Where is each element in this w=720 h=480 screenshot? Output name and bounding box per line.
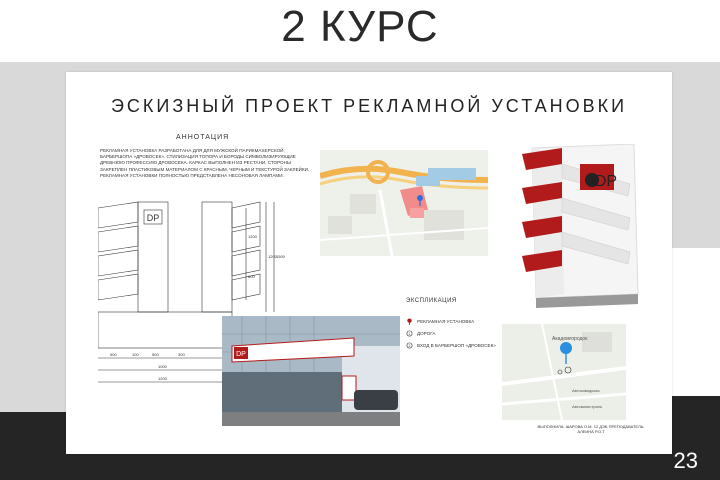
explication-item — [406, 330, 435, 337]
building-photo — [222, 316, 400, 426]
render-logo — [580, 164, 617, 190]
annotation-title: АННОТАЦИЯ — [176, 134, 230, 141]
map-label-street2: Автомагистраль — [572, 404, 603, 409]
map-label-district: Академгородок — [552, 336, 588, 342]
drawing-logo — [144, 210, 162, 224]
dim-label: 600 — [248, 274, 255, 279]
drawing-logo-text: DP — [146, 213, 160, 223]
svg-text:2: 2 — [408, 343, 411, 348]
explication-label: ДОРОГА — [417, 331, 436, 336]
road-icon — [406, 330, 413, 337]
location-map-top — [320, 150, 488, 256]
dim-label: 1500 — [276, 254, 285, 259]
location-map-bottom — [502, 324, 626, 420]
explication-item — [406, 318, 474, 325]
poster-sheet — [66, 72, 672, 454]
dim-label: 500 — [152, 352, 159, 357]
entrance-icon — [406, 342, 413, 349]
explication-title: ЭКСПЛИКАЦИЯ — [406, 298, 457, 304]
credits-text: ВЫПОЛНИЛА: ШАРОВА О.М. 12 ДЭБ ПРЕПОДАВАТЕЛЬ: АЛЕИНА Р.О.Т — [537, 424, 645, 434]
sheet-title: ЭСКИЗНЫЙ ПРОЕКТ РЕКЛАМНОЙ УСТАНОВКИ — [110, 96, 628, 116]
dim-label: 100 — [132, 352, 139, 357]
annotation-text: РЕКЛАМНАЯ УСТАНОВКА РАЗРАБОТАНА ДЛЯ ДЛЯ МУЖСКОЙ ПАРИКМАХЕРСКОЙ, БАРБЕРШОПА «ДРОВОСЕК». СТИЛИЗАЦИЯ ТОПОРА И БОРОДЫ СИМВОЛИЗИРУЮЩИЕ ДРЕВНЮЮ ПРОФЕССИЮ ДРОВОСЕКА. КАРКАС ВЫПОЛНЕН ИЗ РЕСТАНИ, СТОРОНЫ ЗАКРЕПЛЕН ПЛАСТИКОВЫМ МАТЕРИАЛОМ С КРАСНЫМ, ЧЕРНЫМ И ТЕКСТУРОЙ ЗАКЛЕЙКИ. РЕКЛАМНАЯ УСТАНОВКИ ПОЛНОСТЬЮ ПРЕДСТАВЛЕНА НЕСОНОВАЯ ЛАМПАМИ. — [100, 148, 310, 178]
explication-label: РЕКЛАМНАЯ УСТАНОВКА — [417, 319, 475, 324]
sign-render — [522, 144, 640, 310]
dim-label: 1200 — [158, 376, 167, 381]
explication-item — [406, 342, 496, 349]
dim-label: 1000 — [158, 364, 167, 369]
explication-label: ВХОД В БАРБЕРШОП «ДРОВОСЕК» — [417, 343, 496, 348]
svg-text:1: 1 — [408, 331, 411, 336]
dim-label: 1200 — [268, 254, 277, 259]
render-logo-text: DP — [594, 173, 618, 190]
map-label-street1: Автозаводская — [572, 388, 600, 393]
photo-logo: DP — [236, 351, 246, 358]
right-light-block — [672, 248, 720, 396]
dim-label: 300 — [178, 352, 185, 357]
map-pin-icon — [406, 318, 413, 325]
slide-heading: 2 КУРС — [281, 2, 439, 51]
dim-label: 500 — [110, 352, 117, 357]
dim-label: 1200 — [248, 234, 257, 239]
page-number: 23 — [673, 448, 698, 473]
